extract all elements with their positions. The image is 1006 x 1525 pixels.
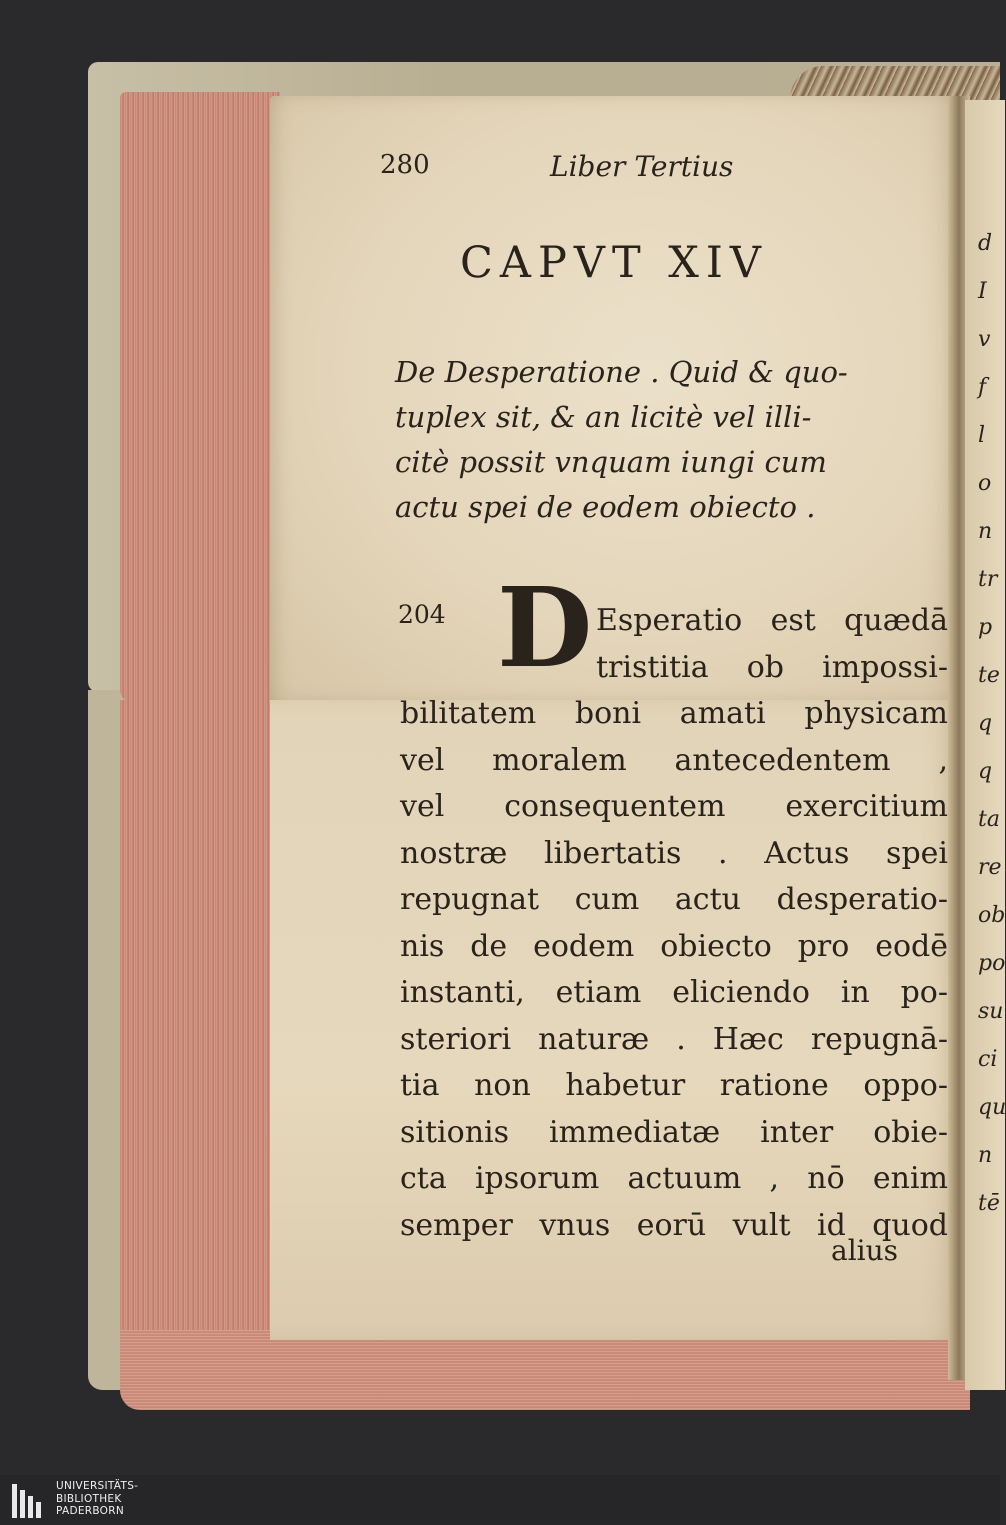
logo-line: BIBLIOTHEK [56, 1492, 122, 1505]
right-page-fragment: n [978, 1143, 993, 1168]
body-line: vel consequentem exercitium [400, 789, 948, 824]
logo-line: UNIVERSITÄTS- [56, 1480, 139, 1492]
body-line: nostræ libertatis . Actus spei [400, 835, 948, 871]
right-page-fragment: su [978, 999, 1004, 1024]
right-page-fragment: q [978, 759, 993, 784]
right-page-fragment: tr [978, 567, 998, 592]
right-page-fragment: qu [978, 1095, 1006, 1120]
right-page-fragment: ob [978, 903, 1006, 928]
page-number: 280 [380, 150, 430, 180]
body-line: bilitatem boni amati physicam [400, 696, 948, 731]
chapter-title-line: tuplex sit, & an licitè vel illi- [395, 400, 812, 434]
catchword: alius [831, 1234, 899, 1267]
body-line: semper vnus eorū vult id quod [400, 1207, 948, 1243]
library-logo-text [56, 1480, 138, 1518]
page-edges [120, 92, 280, 702]
running-head [380, 150, 800, 194]
running-title: Liber Tertius [550, 150, 734, 183]
chapter-title-line: De Desperatione . Quid & quo- [395, 355, 848, 389]
page-bottom-edge [120, 1330, 970, 1410]
right-page-fragment: v [978, 327, 991, 352]
body-line: steriori naturæ . Hæc repugnā- [400, 1021, 948, 1057]
logo-line: PADERBORN [56, 1505, 124, 1517]
body-line: tia non habetur ratione oppo- [400, 1068, 948, 1103]
right-page-fragment: p [978, 615, 993, 640]
body-text [400, 598, 948, 1288]
right-page-fragment: po [978, 951, 1006, 976]
right-page-fragment: f [978, 375, 987, 400]
body-line: vel moralem antecedentem , [400, 742, 948, 778]
right-page-fragment: I [978, 279, 987, 304]
right-page-fragment: re [978, 855, 1002, 880]
right-page-fragment: tē [978, 1191, 1000, 1216]
body-line: sitionis immediatæ inter obie- [400, 1114, 948, 1150]
body-line: Esperatio est quædā [596, 603, 948, 638]
body-line: instanti, etiam eliciendo in po- [400, 975, 948, 1010]
right-page-fragment: q [978, 711, 993, 736]
chapter-title-line: citè possit vnquam iungi cum [395, 445, 827, 479]
body-line: cta ipsorum actuum , nō enim [400, 1161, 948, 1196]
right-page-fragment: n [978, 519, 993, 544]
drop-cap: D [497, 563, 593, 692]
right-page-fragment: l [978, 423, 986, 448]
library-logo-icon [12, 1482, 50, 1518]
right-page-fragment: ta [978, 807, 1000, 832]
body-line: tristitia ob impossi- [596, 649, 948, 685]
body-line: repugnat cum actu desperatio- [400, 882, 948, 917]
footer-bar [0, 1475, 1000, 1525]
right-page-text-fragments [978, 220, 1006, 1320]
marginal-paragraph-number: 204 [398, 600, 446, 629]
chapter-title [395, 350, 940, 530]
right-page-fragment: te [978, 663, 1000, 688]
body-line: nis de eodem obiecto pro eodē [400, 928, 948, 964]
right-page-fragment: ci [978, 1047, 998, 1072]
page-edges-lower [120, 700, 280, 1390]
chapter-heading: CAPVT XIV [460, 238, 768, 288]
right-page-fragment: d [978, 231, 993, 256]
chapter-title-line: actu spei de eodem obiecto . [395, 490, 816, 524]
right-page-fragment: o [978, 471, 992, 496]
